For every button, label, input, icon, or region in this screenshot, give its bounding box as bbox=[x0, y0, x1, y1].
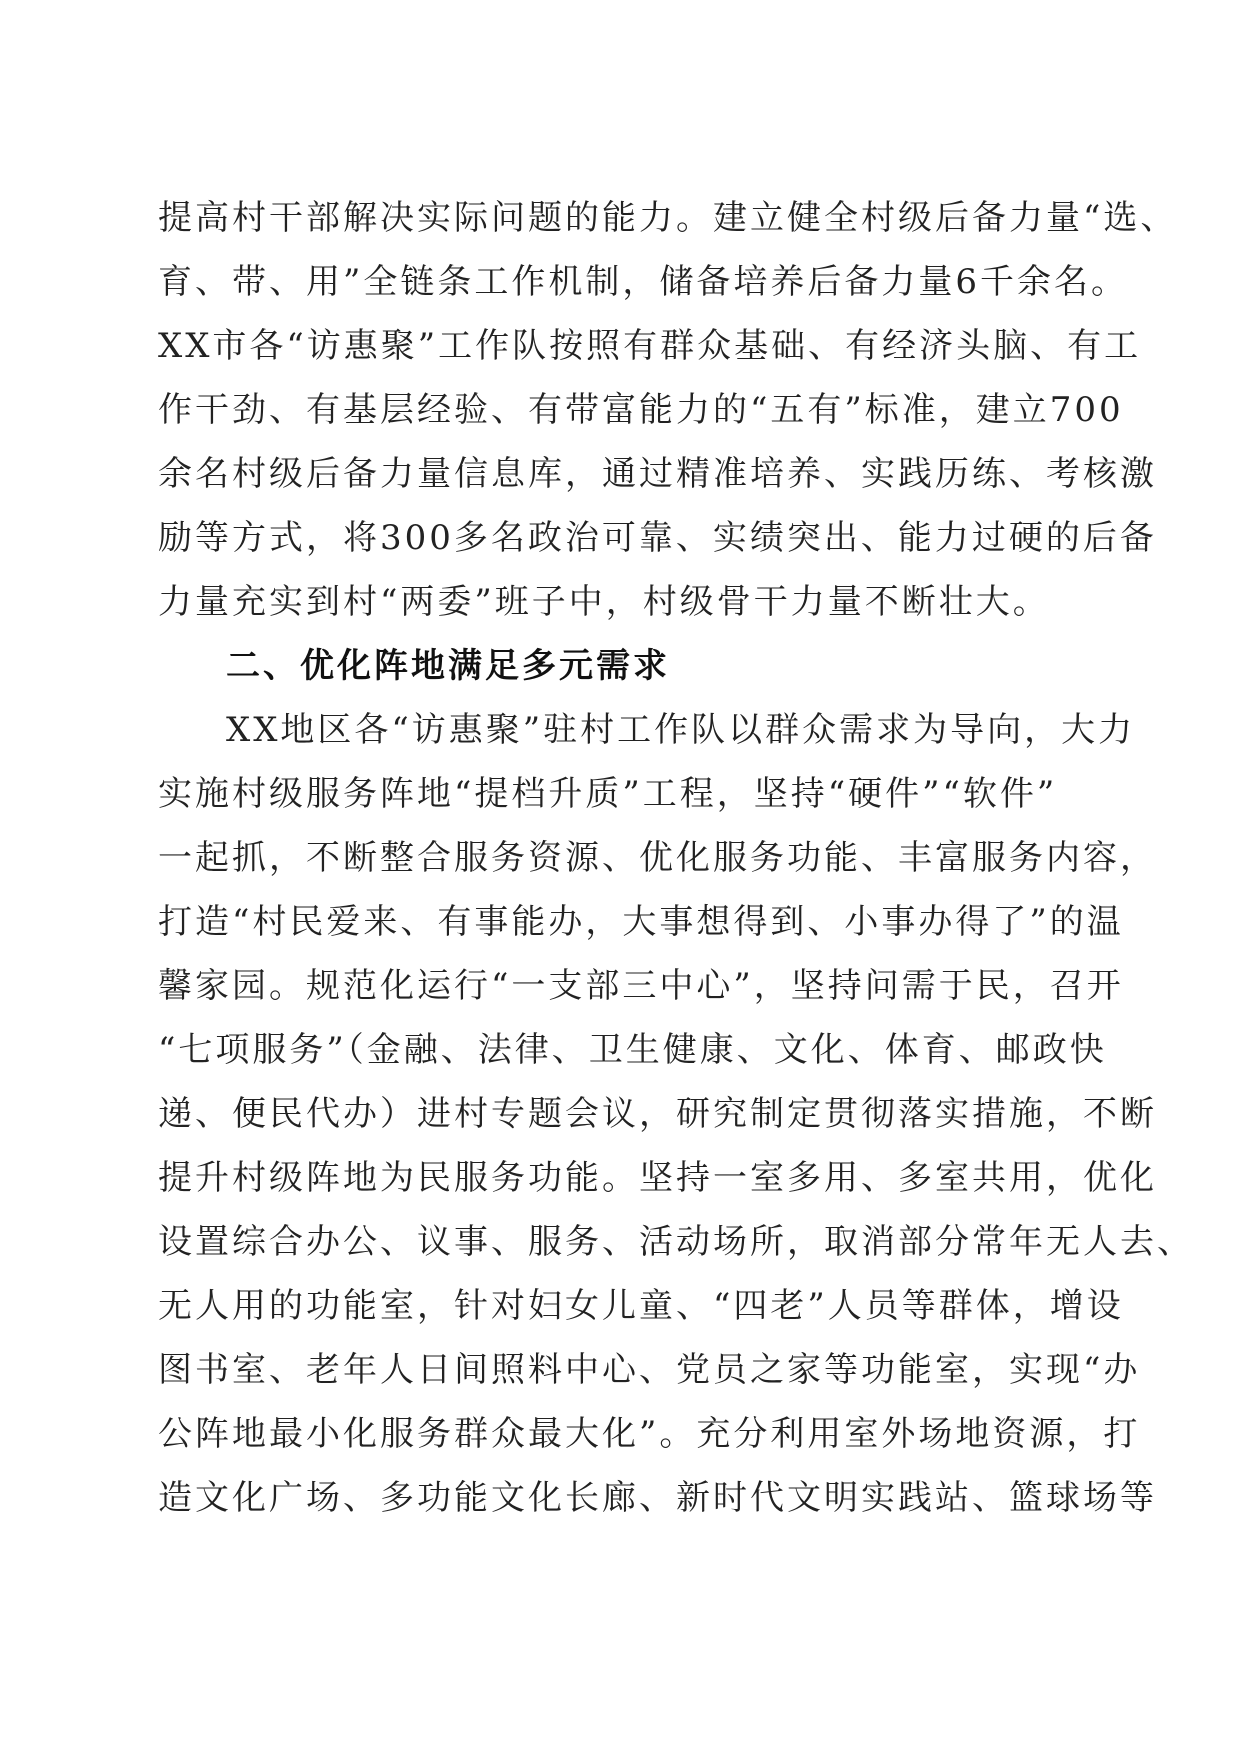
paragraph-line: 作干劲、有基层经验、有带富能力的“五有”标准，建立700 bbox=[158, 390, 1124, 430]
paragraph-line: 余名村级后备力量信息库，通过精准培养、实践历练、考核激 bbox=[158, 454, 1157, 494]
paragraph-line: 公阵地最小化服务群众最大化”。充分利用室外场地资源，打 bbox=[158, 1414, 1141, 1454]
paragraph-line: 励等方式，将300多名政治可靠、实绩突出、能力过硬的后备 bbox=[158, 518, 1157, 558]
paragraph-line: 造文化广场、多功能文化长廊、新时代文明实践站、篮球场等 bbox=[158, 1478, 1157, 1518]
section-heading: 二、优化阵地满足多元需求 bbox=[226, 646, 670, 686]
paragraph-line: 力量充实到村“两委”班子中，村级骨干力量不断壮大。 bbox=[158, 582, 1050, 622]
paragraph-line: 实施村级服务阵地“提档升质”工程，坚持“硬件”“软件” bbox=[158, 774, 1058, 814]
paragraph-line: 设置综合办公、议事、服务、活动场所，取消部分常年无人去、 bbox=[158, 1222, 1194, 1262]
paragraph-line: 提高村干部解决实际问题的能力。建立健全村级后备力量“选、 bbox=[158, 198, 1178, 238]
paragraph-line: 馨家园。规范化运行“一支部三中心”，坚持问需于民，召开 bbox=[158, 966, 1124, 1006]
paragraph-line: 提升村级阵地为民服务功能。坚持一室多用、多室共用，优化 bbox=[158, 1158, 1157, 1198]
paragraph-line: 图书室、老年人日间照料中心、党员之家等功能室，实现“办 bbox=[158, 1350, 1141, 1390]
paragraph-line: 一起抓，不断整合服务资源、优化服务功能、丰富服务内容， bbox=[158, 838, 1157, 878]
paragraph-line: 无人用的功能室，针对妇女儿童、“四老”人员等群体，增设 bbox=[158, 1286, 1124, 1326]
paragraph-line: 育、带、用”全链条工作机制，储备培养后备力量6千余名。 bbox=[158, 262, 1129, 302]
document-body bbox=[158, 186, 1194, 1530]
paragraph-line: XX市各“访惠聚”工作队按照有群众基础、有经济头脑、有工 bbox=[158, 326, 1142, 366]
paragraph-line: 递、便民代办）进村专题会议，研究制定贯彻落实措施，不断 bbox=[158, 1094, 1157, 1134]
paragraph-line: “七项服务”（金融、法律、卫生健康、文化、体育、邮政快 bbox=[158, 1030, 1107, 1070]
paragraph-line: 打造“村民爱来、有事能办，大事想得到、小事办得了”的温 bbox=[158, 902, 1124, 942]
paragraph-line: XX地区各“访惠聚”驻村工作队以群众需求为导向，大力 bbox=[226, 710, 1136, 750]
